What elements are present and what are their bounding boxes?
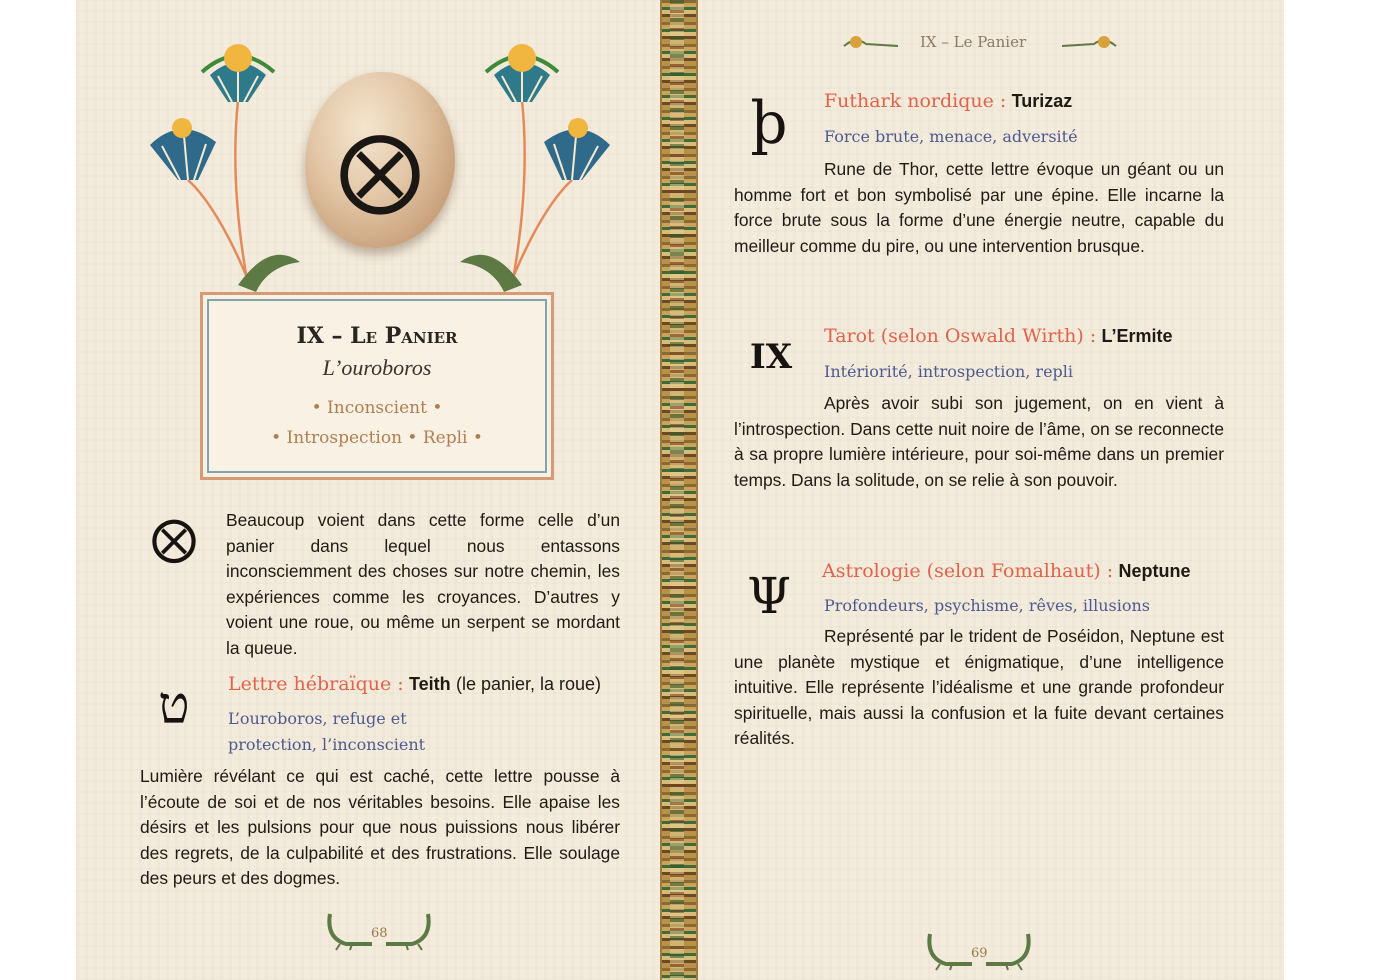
astrology-paragraph: Représenté par le trident de Poséidon, Neptune est une planète mystique et énigmatique, d’une intelligence intuitive. Elle représente l’idéalisme et une grande profondeur spirituelle, mais aussi la confusion et la fuite devant certaines réalités. bbox=[734, 626, 1224, 748]
hebrew-letter-icon: ט bbox=[158, 676, 190, 736]
page-number-left: 68 bbox=[371, 926, 388, 941]
running-head: IX – Le Panier bbox=[920, 33, 1027, 51]
card-title: IX – Le Panier bbox=[296, 323, 458, 349]
card-keywords-line2: • Introspection • Repli • bbox=[271, 428, 483, 448]
rune-symbol-icon: ⨂ bbox=[338, 120, 422, 218]
astrology-label: Astrologie (selon Fomalhaut) : bbox=[822, 560, 1114, 582]
card-subtitle: L’ouroboros bbox=[322, 355, 432, 380]
tarot-keywords: Intériorité, introspection, repli bbox=[824, 362, 1074, 381]
title-card bbox=[200, 292, 554, 480]
astrology-keywords: Profondeurs, psychisme, rêves, illusions bbox=[824, 596, 1150, 615]
tarot-value: L’Ermite bbox=[1101, 326, 1173, 346]
hebrew-label: Lettre hébraïque : bbox=[228, 673, 404, 695]
tarot-paragraph: Après avoir subi son jugement, on en vient à l’introspection. Dans cette nuit noire de l’âme, on se reconnecte à sa propre lumière intérieure, pour soi-même dans un premier temps. Dans la solitude, on se relie à son pouvoir. bbox=[734, 393, 1224, 490]
card-keywords-line1: • Inconscient • bbox=[311, 398, 443, 418]
hebrew-value-note: (le panier, la roue) bbox=[455, 674, 602, 694]
hebrew-value: Teith bbox=[409, 674, 451, 694]
ouroboros-symbol-icon: ⨂ bbox=[151, 511, 197, 565]
futhark-rune-icon: þ bbox=[750, 89, 788, 157]
tarot-label: Tarot (selon Oswald Wirth) : bbox=[824, 325, 1097, 347]
futhark-paragraph: Rune de Thor, cette lettre évoque un géant ou un homme fort et bon symbolisé par une épine. Elle incarne la force brute sous la forme d’une énergie neutre, capable du meilleur comme du pire, ou une intervention brusque. bbox=[734, 159, 1224, 256]
spine-pattern bbox=[670, 0, 684, 980]
running-head-ornament-right-icon bbox=[1060, 32, 1118, 56]
futhark-keywords: Force brute, menace, adversité bbox=[824, 127, 1078, 146]
book-spine-ornament bbox=[660, 0, 698, 980]
astrology-heading bbox=[822, 560, 1190, 583]
header-illustration bbox=[140, 30, 620, 300]
futhark-value: Turizaz bbox=[1011, 91, 1073, 111]
tarot-numeral-icon: IX bbox=[749, 337, 793, 377]
intro-text: Beaucoup voient dans cette forme celle d’un panier dans lequel nous entassons inconsciemment des choses sur notre chemin, les expériences comme les croyances. D’autres y voient une roue, ou même un serpent se mordant la queue. bbox=[226, 510, 620, 658]
astrology-value: Neptune bbox=[1118, 561, 1191, 581]
futhark-label: Futhark nordique : bbox=[824, 90, 1007, 112]
hebrew-paragraph: Lumière révélant ce qui est caché, cette lettre pousse à l’écoute de soi et de nos véritables besoins. Elle apaise les désirs et les pulsions pour que nous puissions nous libérer des regrets, de la culpabilité et des frustrations. Elle soulage des peurs et des dogmes. bbox=[140, 766, 620, 888]
running-head-ornament-left-icon bbox=[842, 32, 900, 56]
futhark-heading bbox=[824, 90, 1072, 113]
page-number-right: 69 bbox=[971, 946, 988, 961]
hebrew-heading bbox=[228, 673, 601, 696]
neptune-glyph-icon: Ψ bbox=[747, 567, 791, 625]
tarot-heading bbox=[824, 325, 1173, 348]
hebrew-keywords-line2: protection, l’inconscient bbox=[228, 735, 426, 754]
intro-paragraph-first-lines bbox=[226, 508, 620, 661]
hebrew-keywords-line1: L’ouroboros, refuge et bbox=[228, 709, 407, 728]
